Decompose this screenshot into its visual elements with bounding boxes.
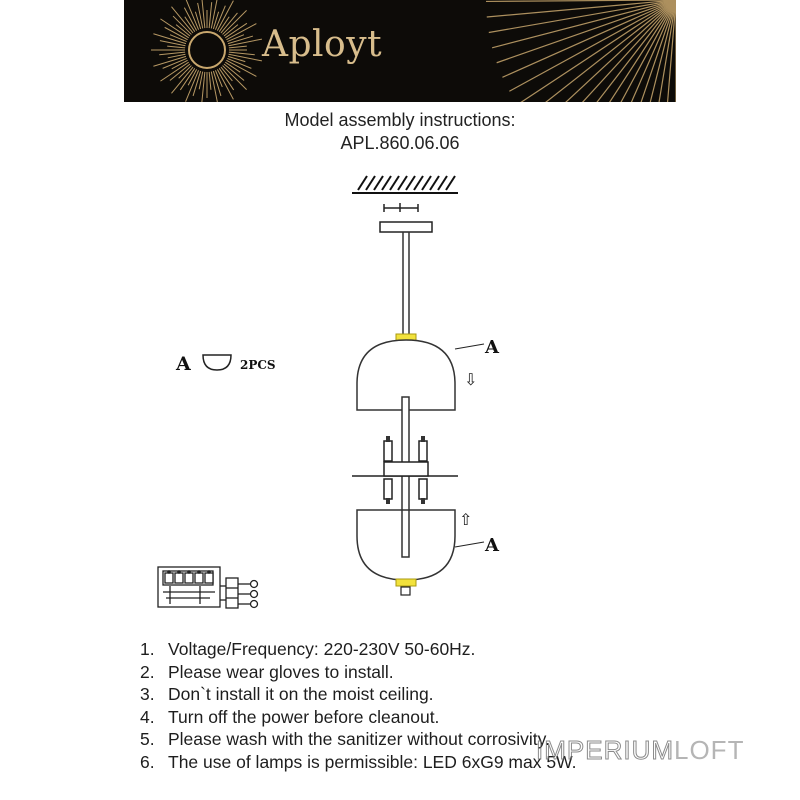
brand-banner [124, 0, 676, 102]
brand-name: Aployt [262, 24, 383, 65]
model-number: APL.860.06.06 [340, 133, 460, 153]
callout-a-top: A [485, 337, 499, 358]
watermark-part1: IMPERIUM [536, 735, 674, 765]
central-stem [402, 397, 409, 557]
suspension-rod [403, 232, 409, 334]
bottom-connector [396, 579, 416, 586]
dome-part-icon [203, 355, 231, 370]
ceiling-hatch [352, 176, 458, 193]
bottom-finial [401, 587, 410, 595]
arrow-up-icon: ⇧ [459, 510, 473, 529]
sunburst-graphic [124, 0, 676, 102]
callout-a-bottom: A [485, 535, 499, 556]
instruction-item: 4. Turn off the power before cleanout. [140, 706, 440, 727]
assembly-diagram [0, 160, 800, 620]
instruction-item: 2. Please wear gloves to install. [140, 661, 394, 682]
instruction-list [140, 638, 576, 773]
instruction-item: 1. Voltage/Frequency: 220-230V 50-60Hz. [140, 639, 476, 659]
terminal-block-icon [158, 567, 258, 608]
instruction-item: 3. Don`t install it on the moist ceiling. [140, 684, 434, 704]
instruction-item: 6. The use of lamps is permissible: LED 6xG9 max 5W. [140, 751, 577, 772]
ceiling-canopy [380, 222, 432, 232]
mounting-bracket [384, 203, 418, 212]
arrow-down-icon: ⇩ [464, 370, 478, 389]
watermark [536, 735, 744, 766]
instruction-item: 5. Please wash with the sanitizer without corrosivity. [140, 729, 550, 749]
page-title: Model assembly instructions: [284, 110, 516, 130]
part-letter: A [176, 353, 191, 375]
watermark-part2: LOFT [674, 735, 745, 765]
part-count: 2PCS [240, 358, 276, 372]
